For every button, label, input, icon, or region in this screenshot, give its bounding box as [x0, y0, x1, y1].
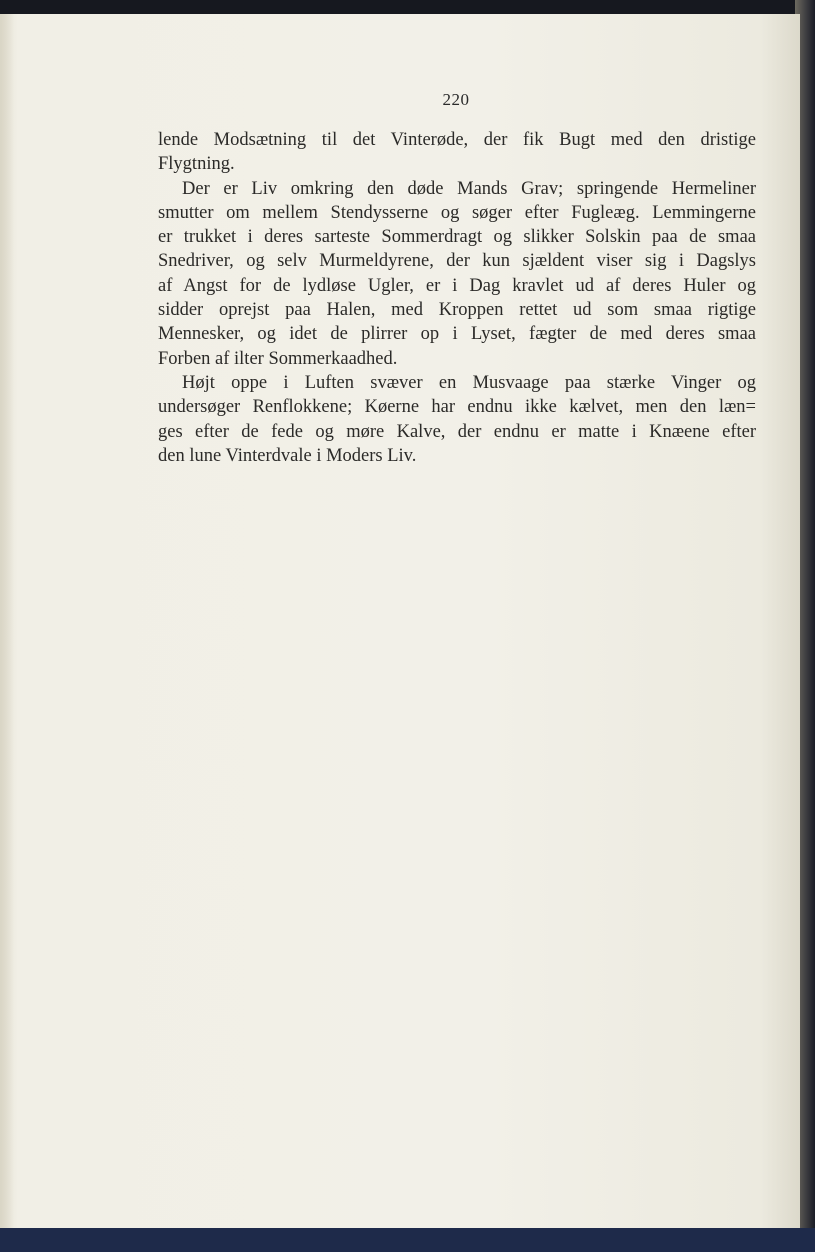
text-line: af Angst for de lydløse Ugler, er i Dag kravlet ud af deres Huler og [158, 275, 756, 296]
text-line: undersøger Renflokkene; Køerne har endnu ikke kælvet, men den læn= [158, 397, 756, 418]
text-line: er trukket i deres sarteste Sommerdragt og slikker Solskin paa de smaa [158, 227, 756, 248]
text-line: sidder oprejst paa Halen, med Kroppen rettet ud som smaa rigtige [158, 300, 756, 321]
text-line: Højt oppe i Luften svæver en Musvaage paa stærke Vinger og [182, 372, 756, 393]
text-line: den lune Vinterdvale i Moders Liv. [158, 445, 417, 466]
text-line: Snedriver, og selv Murmeldyrene, der kun sjældent viser sig i Dagslys [158, 251, 756, 272]
text-line: Flygtning. [158, 154, 235, 175]
text-line: lende Modsætning til det Vinterøde, der fik Bugt med den dristige [158, 130, 756, 150]
text-line: Mennesker, og idet de plirrer op i Lyset, fægter de med deres smaa [158, 324, 756, 345]
text-line: ges efter de fede og møre Kalve, der endnu er matte i Knæene efter [158, 421, 756, 442]
text-line: smutter om mellem Stendysserne og søger efter Fugleæg. Lemmingerne [158, 202, 756, 223]
page-number: 220 [442, 90, 470, 109]
body-text [158, 128, 756, 468]
text-line: Forben af ilter Sommerkaadhed. [158, 348, 398, 369]
text-line: Der er Liv omkring den døde Mands Grav; springende Hermeliner [182, 178, 756, 199]
book-page [0, 14, 800, 1228]
page-gutter [0, 14, 14, 1228]
book-cover-edge [0, 1228, 815, 1252]
